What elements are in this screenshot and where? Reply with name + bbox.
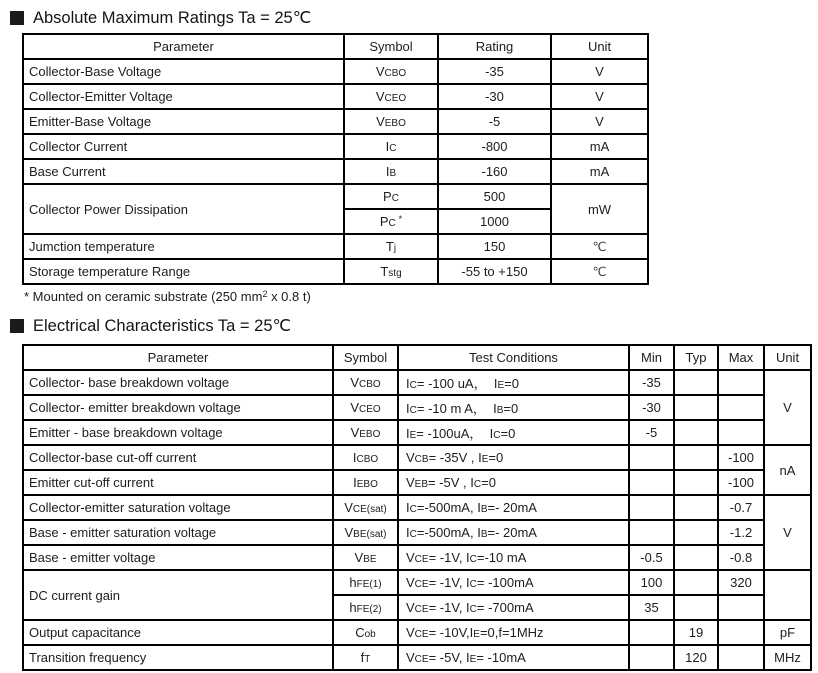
test-conditions-cell: VCB= -35V , IE=0 [398,445,629,470]
parameter-cell: DC current gain [23,570,333,620]
parameter-cell: Collector Current [23,134,344,159]
test-conditions-cell: IC= -10 m A， IB=0 [398,395,629,420]
max-cell [718,370,764,395]
col-header-parameter: Parameter [23,345,333,370]
rating-cell: -160 [438,159,551,184]
col-header-parameter: Parameter [23,34,344,59]
unit-cell: ℃ [551,234,648,259]
parameter-cell: Base Current [23,159,344,184]
test-conditions-cell: VCE= -5V, IE= -10mA [398,645,629,670]
symbol-cell: VBE [333,545,398,570]
max-cell [718,595,764,620]
parameter-cell: Jumction temperature [23,234,344,259]
section-title: Absolute Maximum Ratings Ta = 25℃ [33,8,312,27]
table-row [23,84,648,109]
symbol-cell: PC [344,184,438,209]
test-conditions-cell: IC= -100 uA， IE=0 [398,370,629,395]
max-cell: -0.7 [718,495,764,520]
symbol-cell: IEBO [333,470,398,495]
typ-cell [674,595,718,620]
symbol-cell: Cob [333,620,398,645]
table-row [23,495,811,520]
min-cell: -5 [629,420,674,445]
table-row [23,620,811,645]
test-conditions-cell: VCE= -1V, IC= -100mA [398,570,629,595]
test-conditions-cell: IC=-500mA, IB=- 20mA [398,520,629,545]
parameter-cell: Emitter - base breakdown voltage [23,420,333,445]
table-row [23,259,648,284]
test-conditions-cell: VCE= -1V, IC= -700mA [398,595,629,620]
table-row [23,134,648,159]
unit-cell: mW [551,184,648,234]
typ-cell [674,570,718,595]
symbol-cell: VBE(sat) [333,520,398,545]
table-row [23,109,648,134]
parameter-cell: Collector- emitter breakdown voltage [23,395,333,420]
rating-cell: -30 [438,84,551,109]
max-cell [718,395,764,420]
min-cell [629,445,674,470]
table-row [23,645,811,670]
table-row [23,545,811,570]
table-row [23,184,648,209]
min-cell [629,520,674,545]
test-conditions-cell: VCE= -10V,IE=0,f=1MHz [398,620,629,645]
parameter-cell: Emitter-Base Voltage [23,109,344,134]
symbol-cell: VCEO [344,84,438,109]
symbol-cell: VEBO [333,420,398,445]
table-row [23,420,811,445]
min-cell: 35 [629,595,674,620]
min-cell: 100 [629,570,674,595]
unit-cell [764,570,811,620]
test-conditions-cell: VCE= -1V, IC=-10 mA [398,545,629,570]
electrical-characteristics-table [22,344,812,671]
rating-cell: -35 [438,59,551,84]
unit-cell: V [551,109,648,134]
max-cell: -100 [718,445,764,470]
symbol-cell: PC * [344,209,438,234]
header-row [23,345,811,370]
max-cell [718,620,764,645]
col-header-test-conditions: Test Conditions [398,345,629,370]
parameter-cell: Base - emitter voltage [23,545,333,570]
test-conditions-cell: VEB= -5V , IC=0 [398,470,629,495]
unit-cell: pF [764,620,811,645]
table-row [23,59,648,84]
test-conditions-cell: IE= -100uA， IC=0 [398,420,629,445]
symbol-cell: VCBO [333,370,398,395]
max-cell: -1.2 [718,520,764,545]
typ-cell [674,420,718,445]
min-cell: -0.5 [629,545,674,570]
symbol-cell: IC [344,134,438,159]
table-row [23,234,648,259]
rating-cell: 150 [438,234,551,259]
symbol-cell: IB [344,159,438,184]
typ-cell: 120 [674,645,718,670]
unit-cell: MHz [764,645,811,670]
parameter-cell: Output capacitance [23,620,333,645]
unit-cell: V [551,59,648,84]
col-header-symbol: Symbol [344,34,438,59]
table-row [23,570,811,595]
max-cell [718,420,764,445]
rating-cell: -55 to +150 [438,259,551,284]
unit-cell: V [551,84,648,109]
symbol-cell: Tstg [344,259,438,284]
min-cell [629,645,674,670]
section-bullet-square-icon [10,11,24,25]
table-row [23,395,811,420]
parameter-cell: Collector-base cut-off current [23,445,333,470]
min-cell: -30 [629,395,674,420]
symbol-cell: ICBO [333,445,398,470]
typ-cell [674,395,718,420]
unit-cell: V [764,495,811,570]
absolute-maximum-ratings-table [22,33,649,285]
test-conditions-cell: IC=-500mA, IB=- 20mA [398,495,629,520]
rating-cell: 500 [438,184,551,209]
section-title: Electrical Characteristics Ta = 25℃ [33,316,292,335]
parameter-cell: Collector-Emitter Voltage [23,84,344,109]
typ-cell [674,520,718,545]
typ-cell [674,545,718,570]
rating-cell: -5 [438,109,551,134]
rating-cell: 1000 [438,209,551,234]
typ-cell [674,370,718,395]
max-cell [718,645,764,670]
parameter-cell: Base - emitter saturation voltage [23,520,333,545]
footnote: * Mounted on ceramic substrate (250 $mm^2$ x 0.8 t) [24,289,311,304]
table-row [23,445,811,470]
header-row [23,34,648,59]
max-cell: 320 [718,570,764,595]
parameter-cell: Emitter cut-off current [23,470,333,495]
min-cell [629,620,674,645]
rating-cell: -800 [438,134,551,159]
parameter-cell: Collector- base breakdown voltage [23,370,333,395]
symbol-cell: VCEO [333,395,398,420]
section-heading-electrical-characteristics [10,315,818,336]
min-cell [629,470,674,495]
max-cell: -100 [718,470,764,495]
parameter-cell: Storage temperature Range [23,259,344,284]
table-row [23,470,811,495]
typ-cell: 19 [674,620,718,645]
unit-cell: ℃ [551,259,648,284]
symbol-cell: hFE(2) [333,595,398,620]
symbol-cell: Tj [344,234,438,259]
col-header-min: Min [629,345,674,370]
table-row [23,520,811,545]
col-header-unit: Unit [764,345,811,370]
col-header-rating: Rating [438,34,551,59]
symbol-cell: hFE(1) [333,570,398,595]
typ-cell [674,470,718,495]
unit-cell: mA [551,134,648,159]
min-cell: -35 [629,370,674,395]
unit-cell: nA [764,445,811,495]
unit-cell: mA [551,159,648,184]
col-header-max: Max [718,345,764,370]
symbol-cell: fT [333,645,398,670]
min-cell [629,495,674,520]
section-heading-absolute-maximum-ratings [10,7,818,28]
symbol-cell: VEBO [344,109,438,134]
table-row [23,370,811,395]
parameter-cell: Collector-Base Voltage [23,59,344,84]
col-header-typ: Typ [674,345,718,370]
max-cell: -0.8 [718,545,764,570]
col-header-symbol: Symbol [333,345,398,370]
unit-cell: V [764,370,811,445]
table-row [23,159,648,184]
parameter-cell: Collector-emitter saturation voltage [23,495,333,520]
symbol-cell: VCE(sat) [333,495,398,520]
typ-cell [674,445,718,470]
section-bullet-square-icon [10,319,24,333]
col-header-unit: Unit [551,34,648,59]
parameter-cell: Transition frequency [23,645,333,670]
symbol-cell: VCBO [344,59,438,84]
typ-cell [674,495,718,520]
parameter-cell: Collector Power Dissipation [23,184,344,234]
